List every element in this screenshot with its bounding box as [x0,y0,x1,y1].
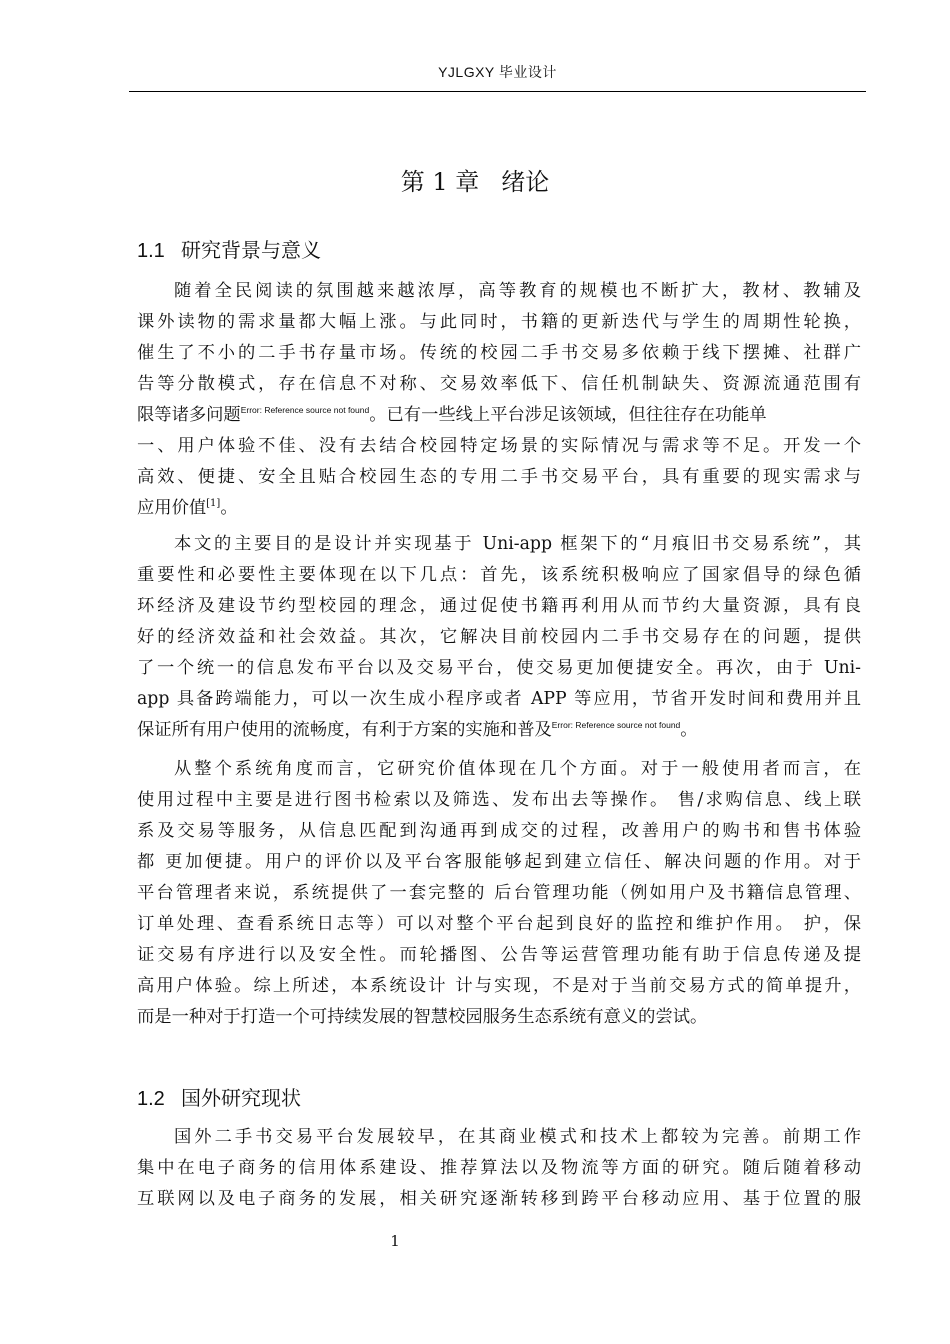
paragraph-background [137,276,861,524]
text-line: 互联网以及电子商务的发展，相关研究逐渐转移到跨平台移动应用、基于位置的服 [137,1189,861,1209]
reference-error: Error: Reference source not found [551,720,681,730]
text-line: 高用户体验。综上所述，本系统设计 计与实现，不是对于当前交易方式的简单提升， [137,976,861,996]
text-span: 。已有一些线上平台涉足该领域，但往往存在功能单 [369,405,767,425]
text-line [137,400,861,431]
text-line: 订单处理、查看系统日志等）可以对整个平台起到良好的监控和维护作用。 护，保 [137,914,861,934]
page-header: YJLGXY 毕业设计 [438,64,557,80]
text-line: 集中在电子商务的信用体系建设、推荐算法以及物流等方面的研究。随后随着移动 [137,1158,861,1178]
chapter-number: 第 1 章 [400,168,480,196]
text-line: 催生了不小的二手书存量市场。传统的校园二手书交易多依赖于线下摆摊、社群广 [137,343,861,363]
chapter-title [0,162,950,197]
text-line: 一、用户体验不佳、没有去结合校园特定场景的实际情况与需求等不足。开发一个 [137,436,861,456]
text-span: 应用价值 [137,498,207,518]
paragraph-foreign-research [137,1122,861,1215]
text-line: 课外读物的需求量都大幅上涨。与此同时，书籍的更新迭代与学生的周期性轮换， [137,312,861,332]
header-rule [129,91,866,92]
text-line: app 具备跨端能力，可以一次生成小程序或者 APP 等应用，节省开发时间和费用并且 [137,689,861,709]
reference-error: Error: Reference source not found [240,405,370,415]
chapter-name: 绪论 [501,168,550,196]
text-span: 保证所有用户使用的流畅度，有利于方案的实施和普及 [137,720,552,740]
text-line: 系及交易等服务，从信息匹配到沟通再到成交的过程，改善用户的购书和售书体验 [137,821,861,841]
text-line: 使用过程中主要是进行图书检索以及筛选、发布出去等操作。 售/求购信息、线上联 [137,790,861,810]
section-heading-1-1 [137,234,321,263]
text-span: 限等诸多问题 [137,405,241,425]
section-title-text: 研究背景与意义 [181,238,321,262]
section-heading-1-2 [137,1082,301,1111]
text-line [137,493,861,524]
text-line: 都 更加便捷。用户的评价以及平台客服能够起到建立信任、解决问题的作用。对于 [137,852,861,872]
text-line: 而是一种对于打造一个可持续发展的智慧校园服务生态系统有意义的尝试。 [137,1007,708,1027]
page-number: 1 [390,1232,400,1250]
citation-mark: [1] [206,498,221,509]
text-line: 告等分散模式，存在信息不对称、交易效率低下、信任机制缺失、资源流通范围有 [137,374,861,394]
text-span: 。 [220,498,238,518]
text-line [137,715,861,746]
text-line: 了一个统一的信息发布平台以及交易平台，使交易更加便捷安全。再次，由于 Uni- [137,658,861,678]
section-number: 1.1 [137,240,165,262]
text-line: 证交易有序进行以及安全性。而轮播图、公告等运营管理功能有助于信息传递及提 [137,945,861,965]
text-line: 环经济及建设节约型校园的理念，通过促使书籍再利用从而节约大量资源，具有良 [137,596,861,616]
text-line: 随着全民阅读的氛围越来越浓厚，高等教育的规模也不断扩大，教材、教辅及 [174,281,861,301]
text-line: 高效、便捷、安全且贴合校园生态的专用二手书交易平台，具有重要的现实需求与 [137,467,861,487]
paragraph-value [137,754,861,1033]
text-line: 好的经济效益和社会效益。其次，它解决目前校园内二手书交易存在的问题，提供 [137,627,861,647]
text-line: 本文的主要目的是设计并实现基于 Uni-app 框架下的“月痕旧书交易系统”，其 [174,534,861,554]
text-span: 。 [680,720,698,740]
section-title-text: 国外研究现状 [181,1086,301,1110]
text-line: 国外二手书交易平台发展较早，在其商业模式和技术上都较为完善。前期工作 [174,1127,861,1147]
text-line: 重要性和必要性主要体现在以下几点：首先，该系统积极响应了国家倡导的绿色循 [137,565,861,585]
text-line: 平台管理者来说，系统提供了一套完整的 后台管理功能（例如用户及书籍信息管理、 [137,883,861,903]
paragraph-purpose [137,529,861,746]
section-number: 1.2 [137,1088,165,1110]
text-line: 从整个系统角度而言，它研究价值体现在几个方面。对于一般使用者而言，在 [174,759,861,779]
